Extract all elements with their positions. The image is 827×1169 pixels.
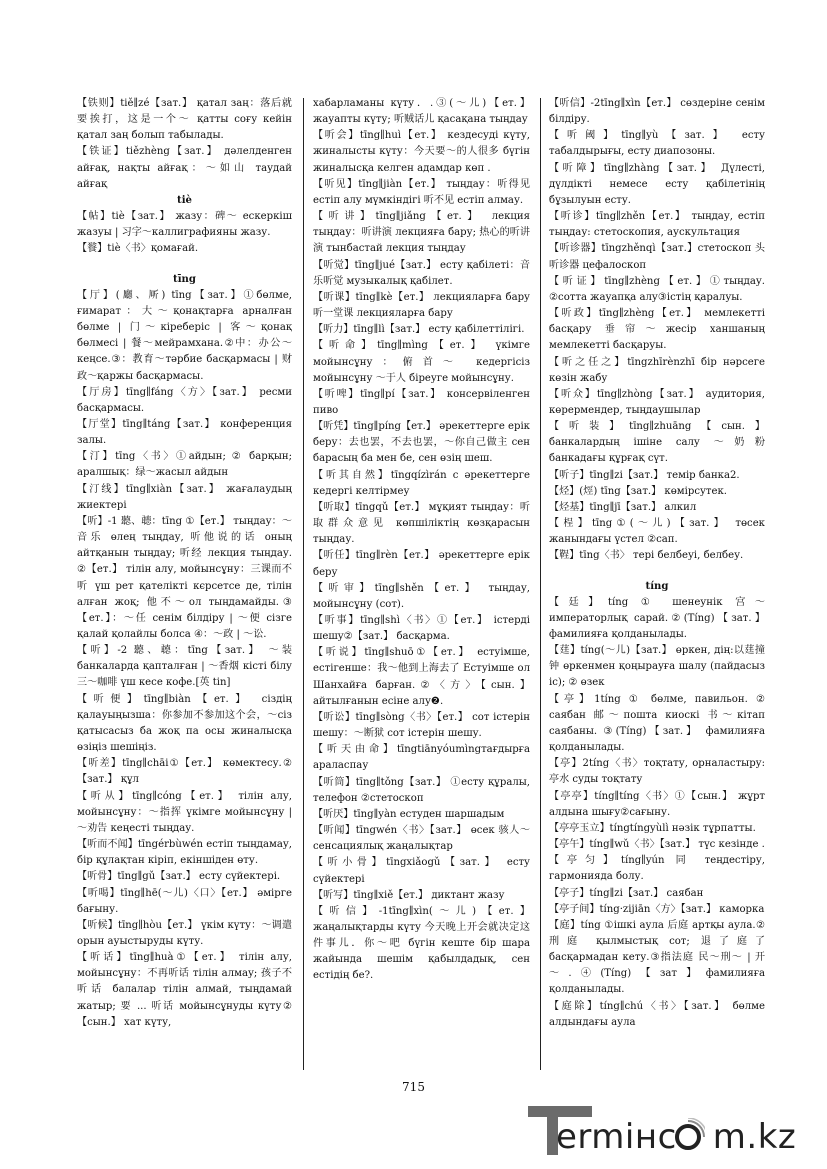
dictionary-entry: 【听小骨】tīngxiǎogǔ【зат.】 есту сүйектері [313, 857, 530, 885]
dictionary-column-3 [549, 96, 765, 1031]
logo-ring-icon [671, 1118, 705, 1152]
dictionary-entry: 【帖】tiè【зат.】 жазу：碑～ ескеркіш жазуы | 习字～каллиграфияны жазу. [77, 211, 292, 239]
dictionary-entry: 【听写】tīng∥xiě【ет.】 диктант жазу [313, 889, 505, 901]
dictionary-entry: 【亭】2tíng〈书〉тоқтату, орналастыру: 亭水 суды тоқтату [549, 758, 765, 786]
logo-text-left: ermінс [556, 1117, 677, 1157]
dictionary-entry: 【听骨】tīng∥gǔ【зат.】 есту сүйектері. [77, 871, 281, 883]
dictionary-entry: 【亭亭】tíng∥tíng〈书〉①【сын.】 жұрт алдына шығу②сағыну. [549, 790, 765, 818]
dictionary-entry: 【亭子间】tíng·zijiān〈方〉【зат.】 каморка [549, 903, 765, 915]
dictionary-entry: 【听诊器】tīngzhěnqì【зат.】стетоскоп 头听诊器 цефалоскоп [549, 243, 765, 271]
dictionary-entry: 【汀】tīng〈书〉①айдын; ② барқын; аралшық：绿～жасыл айдын [77, 451, 292, 479]
dictionary-entry: 【听凭】tīng∥píng【ет.】 әрекеттерге ерік беру：去也罢，不去也罢，～你自己做主 сен барасың ба мен бе, сен өзің шеш. [313, 421, 530, 465]
dictionary-entry: 【听候】tīng∥hòu【ет.】 үкім күту：～调遣 орын ауыстыруды күту. [77, 919, 292, 947]
dictionary-entry: 【亭匀】tíng∥yún 同 теңдестіру, гармонияда болу. [549, 855, 765, 883]
dictionary-entry: 【厅房】tīng∥fáng〈方〉【зат.】 ресми басқармасы. [77, 386, 292, 414]
dictionary-entry: 【听见】tīng∥jiàn【ет.】 тыңдау：听得见 естіп алу мүмкіндігі 听不见 естіп алмау. [313, 178, 530, 206]
dictionary-entry: 【烃基】tīng∥jī【зат.】 алкил [549, 501, 697, 513]
dictionary-entry: 【听障】tīng∥zhàng【зат.】 Дүлесті, дүлдікті немесе есту қабілетінің бұзылуын есту. [549, 162, 765, 206]
dictionary-entry: 【厅堂】tīng∥táng【зат.】 конференция залы. [77, 418, 292, 447]
dictionary-entry: 【亭午】tíng∥wǔ〈书〉【зат.】 түс кезінде . [549, 839, 765, 851]
dictionary-entry: 【听天由命】tīngtiānyóumìngтағдырға араласпау [313, 744, 530, 772]
dictionary-entry: 【听】-2 聽、聼：tīng【зат.】 ～装 банкаларда қапталған | ～香烟 кісті білу 三～咖啡 үш кесе кофе.[英 tin] [77, 645, 292, 689]
dictionary-entry: 【听】-1 聽、聼：tīng ①【ет.】 тыңдау：～音乐 өлең тыңдау, 听他说的话 оның айтқанын тыңдау; 听经 лекция тыңдау. ②【ет.】 тілін алу, мойынсұну：三课而不听 үш рет қателікті кєрсетсе де, тілін алған жоқ; 他不～ол тыңдамайды.③【ет.】：～任 сенім білдіру | ～便 сізге қалай қолайлы болса ④：～政 | ～讼. [77, 515, 292, 640]
dictionary-entry: 【听会】tīng∥huì【ет.】 кездесуді күту, жиналысты күту：今天要～的人很多 бүгін жиналысқа келген адамдар көп . [313, 130, 530, 174]
dictionary-entry: 【鞓】tīng〈书〉 тері белбеуі, белбеу. [549, 550, 744, 562]
dictionary-entry: 【听众】tīng∥zhòng【зат.】 аудитория, көрермендер, тыңдаушылар [549, 388, 765, 416]
dictionary-entry: 【听取】tīngqǔ【ет.】 мұқият тыңдау：听取群众意见 көпшіліктің көзқарасын тыңдау. [313, 501, 530, 546]
pinyin-section-heading: tíng [645, 580, 669, 592]
dictionary-column-2 [313, 96, 530, 985]
dictionary-entry: 【听诊】tīng∥zhěn【ет.】 тыңдау, естіп тыңдау: стетоскопия, аускультация [549, 211, 765, 239]
dictionary-entry: 【听阈】tīng∥yù【зат.】 есту табалдырығы, есту диапозоны. [549, 130, 765, 158]
dictionary-entry: 【听啤】tīng∥pí【зат.】 консервіленген пиво [313, 388, 530, 416]
dictionary-entry: 【听审】tīng∥shěn【ет.】 тыңдау, мойынсұну (сот). [313, 582, 530, 610]
dictionary-entry: 【听从】tīng∥cóng【ет.】 тілін алу, мойынсұну：～指挥 үкімге мойынсұну | ～劝告 кеңесті тыңдау. [77, 790, 292, 834]
dictionary-entry: 【庭】tíng ①ішкі аула 后庭 артқы аула.②刑庭 қылмыстық сот; 退了庭了 басқармадан кету.③指法庭 民～刑～ | 开～.④(Tíng)【зат】фамилияға қолданылады. [549, 919, 765, 996]
dictionary-entry: 【听讲】tīng∥jiǎng【ет.】 лекция тыңдау：听讲演 лекцияға бару; 热心的听讲演 тынбастай лекция тыңдау [313, 211, 530, 255]
dictionary-entry: 【听讼】tīng∥sòng〈书〉【ет.】 сот істерін шешу：～断狱 сот істерін шешу. [313, 711, 530, 740]
dictionary-entry: 【铁则】tiě∥zé【зат.】 қатал заң：落后就要挨打，这是一个～ қатты соғу кейін қатал заң болып табылады. [77, 98, 292, 142]
column-divider [540, 98, 541, 1070]
dictionary-entry: 【听筒】tīng∥tǒng【зат.】 ①есту құралы, телефон ②стетоскоп [313, 776, 530, 804]
logo-t-bar-icon [528, 1106, 592, 1117]
dictionary-entry: 【听话】tīng∥huà①【ет.】 тілін алу, мойынсұну：不再听话 тілін алмау; 孩子不听话 балалар тілін алмай, тыңдамай жатыр; 要 ... 听话 мойынсұнуды күту②【сын.】 хат күту, [77, 952, 292, 1028]
page-number: 715 [402, 1080, 425, 1094]
dictionary-entry: 【听觉】tīng∥jué【зат.】 есту қабілеті：音乐听觉 музыкалық қабілет. [313, 259, 530, 287]
dictionary-entry: хабарламаны күту．.③(～儿)【ет.】 жауапты күту; 听贼话儿 қасақана тыңдау [313, 98, 530, 126]
dictionary-entry: 【莛】tíng(～儿)【зат.】 өркен, дің:以莛撞钟 өркенмен қоңырауға шалу (пайдасыз іс); ② өзек [549, 645, 765, 689]
pinyin-section-heading: tīng [173, 273, 196, 285]
column-divider [303, 98, 304, 1070]
dictionary-entry: 【听命】tīng∥mìng【ет.】 үкімге мойынсұну：俯首～ кедергісіз мойынсұну ～于人 біреуге мойынсұну. [313, 340, 530, 384]
dictionary-entry: 【桯】tīng①(～儿)【зат.】 төсек жанындағы үстел ②сап. [549, 518, 765, 546]
dictionary-entry: 【听之任之】tīngzhīrènzhī бір нәрсеге көзін жабу [549, 356, 765, 384]
dictionary-entry: 【听其自然】tīngqízìrán с әрекеттерге кедергі келтірмеу [313, 469, 530, 497]
dictionary-column-1 [77, 96, 292, 1031]
dictionary-entry: 【听力】tīng∥lì【зат.】 есту қабілеттілігі. [313, 324, 525, 336]
dictionary-entry: 【听任】tīng∥rèn【ет.】 әрекеттерге ерік беру [313, 550, 530, 578]
dictionary-entry: 【听信】-2tīng∥xìn【ет.】 сөздеріне сенім білдіру. [549, 98, 765, 126]
dictionary-entry: 【餮】tiè〈书〉қомағай. [77, 243, 199, 255]
dictionary-entry: 【听事】tīng∥shì〈书〉①【ет.】 істерді шешу②【зат.】 басқарма. [313, 615, 530, 643]
dictionary-entry: 【亭子】tíng∥zi【зат.】 саябан [549, 887, 704, 899]
pinyin-section-heading: tiè [177, 194, 192, 206]
dictionary-entry: 【亭】1tíng ① бөлме, павильон. ② саябан 邮～пошта киоскі 书～кітап саябаны. ③(Tíng)【зат.】 фамилияға қолданылады. [549, 693, 765, 754]
dictionary-entry: 【听装】tīng∥zhuāng【сын.】 банкалардың ішіне салу ～奶粉 банкадағы құрғақ сүт. [549, 421, 765, 465]
dictionary-entry: 【厅】(廳、厛) tīng【зат.】①бөлме, ғимарат：大～қонақтарға арналған бөлме | 门～кіреберіс | 客～қонақ бөлмесі | 餐～мейрамхана.②中：办公～кеңсе.③：教育～тәрбие басқармасы | 财政～қаржы басқармасы. [77, 289, 292, 382]
dictionary-entry: 【听便】tīng∥biàn【ет.】 сіздің қалауыңызша：你参加不参加这个会，～сіз қатысасыз ба жоқ па осы жиналысқа өзіңіз шешіңіз. [77, 693, 292, 754]
logo-text-right: m.kz [712, 1117, 797, 1157]
dictionary-entry: 【听喝】tīng∥hē(～儿)〈口〉【ет.】 әмірге бағыну. [77, 887, 292, 915]
dictionary-entry: 【铁证】tiězhèng【зат.】 дәлелденген айғақ, нақты айғақ：～如山 таудай айғақ [77, 146, 292, 190]
dictionary-entry: 【听子】tīng∥zi【зат.】 темір банка2. [549, 469, 740, 481]
dictionary-entry: 【听信】-1tīng∥xìn(～儿)【ет.】 жаңалықтарды күту 今天晚上开会就决定这件事儿．你～吧 бүгін кеште бір шара жайында шешім қабылдадық, сен естідің бе?. [313, 905, 530, 982]
dictionary-entry: 【听差】tīng∥chāi①【ет.】 көмектесу.②【зат.】 құл [77, 758, 292, 786]
dictionary-entry: 【听说】tīng∥shuō①【ет.】 естуімше, естігенше：我～他到上海去了 Естуімше ол Шанхайға барған.②〈方〉【сын.】 айтылғанын есіне алу❷. [313, 647, 530, 707]
dictionary-entry: 【庭除】tíng∥chú〈书〉【зат.】 бөлме алдындағы аула [549, 1000, 765, 1028]
dictionary-entry: 【听厌】tīng∥yàn естуден шаршадым [313, 808, 505, 820]
dictionary-entry: 【听闻】tīngwén〈书〉【зат.】 өсек 骇人～сенсациялық жаңалықтар [313, 825, 530, 853]
dictionary-entry: 【听政】tīng∥zhèng【ет.】 мемлекетті басқару 垂帘～жесір ханшаның мемлекетті басқаруы. [549, 308, 765, 352]
dictionary-entry: 【烃】(烴) tīng【зат.】 көмірсутек. [549, 485, 728, 497]
dictionary-entry: 【听证】tīng∥zhèng【ет.】①тыңдау. ②сотта жауапқа алу③істің қаралуы. [549, 275, 765, 303]
dictionary-entry: 【亭亭玉立】tíngtíngyùlì нәзік тұрпатты. [549, 822, 756, 834]
dictionary-entry: 【听课】tīng∥kè【ет.】 лекцияларға бару听一堂课 лекцияларға бару [313, 291, 530, 320]
dictionary-entry: 【汀线】tīng∥xiàn【зат.】 жағалаудың жиектері [77, 483, 292, 511]
dictionary-entry: 【听而不闻】tīngérbùwén естіп тыңдамау, бір құлақтан кіріп, екіншіден өту. [77, 839, 292, 867]
termincom-logo [522, 1100, 822, 1160]
dictionary-entry: 【廷】tíng ① шенеунік 宫～ императорлық сарай.②(Tíng)【зат.】 фамилияға қолданылады. [549, 596, 765, 640]
